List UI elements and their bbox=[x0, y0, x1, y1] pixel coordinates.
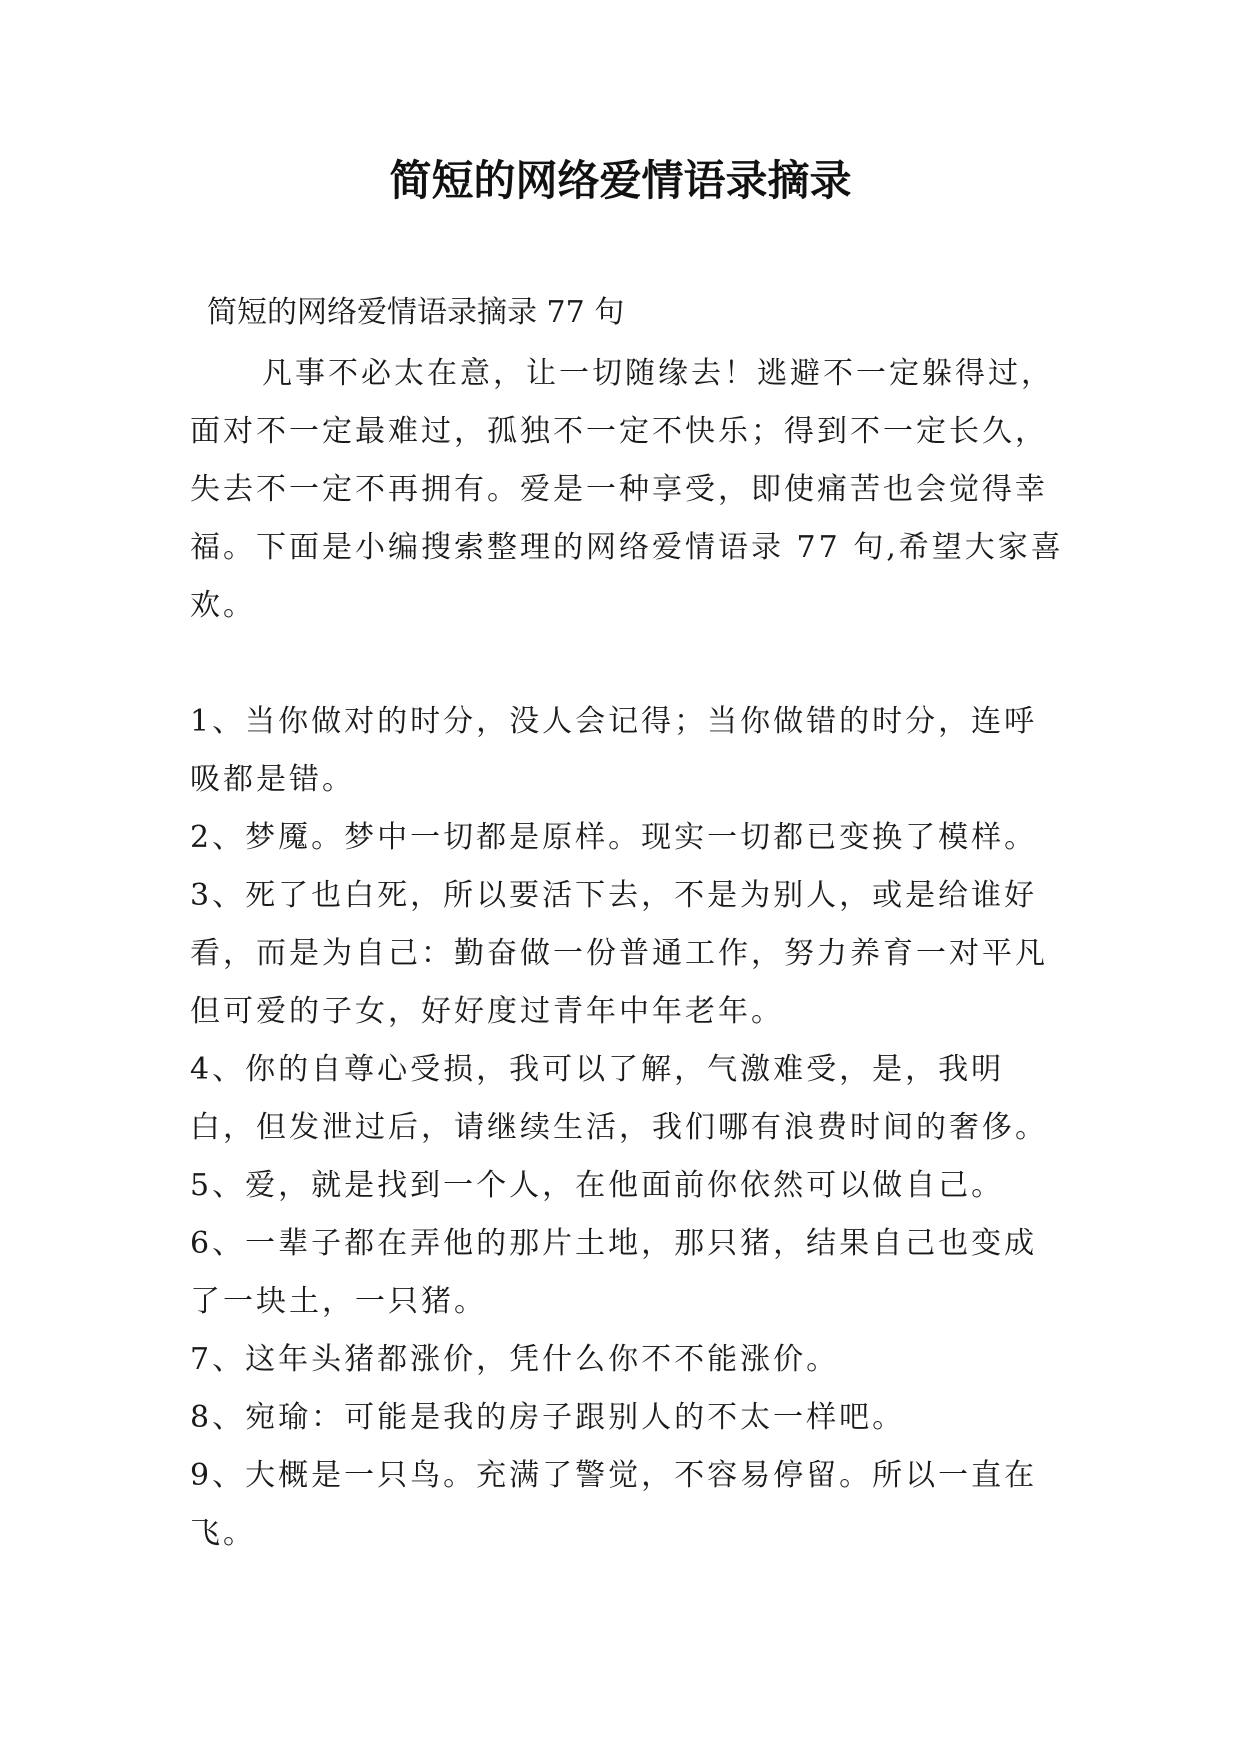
document-subtitle: 简短的网络爱情语录摘录 77 句 bbox=[207, 295, 625, 330]
quote-item-6: 6、一辈子都在弄他的那片土地，那只猪，结果自己也变成了一块土，一只猪。 bbox=[190, 1226, 1038, 1319]
quote-item-4: 4、你的自尊心受损，我可以了解，气激难受，是，我明白，但发泄过后，请继续生活，我们哪有浪费时间的奢侈。 bbox=[190, 1052, 1048, 1145]
quote-item-7: 7、这年头猪都涨价，凭什么你不不能涨价。 bbox=[190, 1342, 840, 1377]
quote-item-5: 5、爱，就是找到一个人，在他面前你依然可以做自己。 bbox=[190, 1168, 1005, 1203]
paragraph-spacer bbox=[190, 635, 1070, 693]
document-body bbox=[190, 345, 1070, 1563]
quote-item-2: 2、梦魇。梦中一切都是原样。现实一切都已变换了模样。 bbox=[190, 820, 1038, 855]
quote-item-1: 1、当你做对的时分，没人会记得；当你做错的时分，连呼吸都是错。 bbox=[190, 704, 1038, 797]
quote-item-9: 9、大概是一只鸟。充满了警觉，不容易停留。所以一直在飞。 bbox=[190, 1458, 1038, 1551]
quote-item-3: 3、死了也白死，所以要活下去，不是为别人，或是给谁好看，而是为自己：勤奋做一份普通工作，努力养育一对平凡但可爱的子女，好好度过青年中年老年。 bbox=[190, 878, 1048, 1029]
intro-paragraph: 凡事不必太在意，让一切随缘去！逃避不一定躲得过，面对不一定最难过，孤独不一定不快乐；得到不一定长久，失去不一定不再拥有。爱是一种享受，即使痛苦也会觉得幸福。下面是小编搜索整理的网络爱情语录 77 句,希望大家喜欢。 bbox=[190, 356, 1064, 623]
document-title: 简短的网络爱情语录摘录 bbox=[389, 156, 852, 205]
quote-item-8: 8、宛瑜：可能是我的房子跟别人的不太一样吧。 bbox=[190, 1400, 906, 1435]
